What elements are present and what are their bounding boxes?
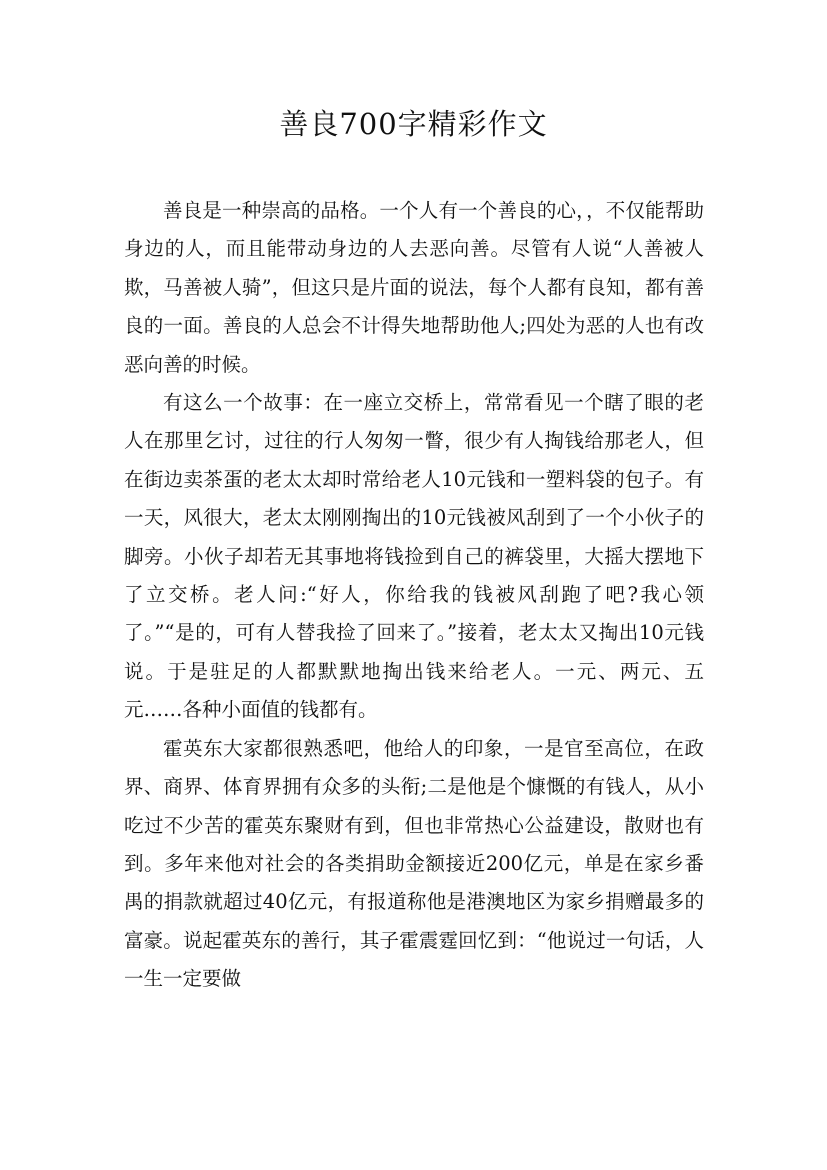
document-title: 善良700字精彩作文: [279, 107, 548, 141]
paragraph-3: 霍英东大家都很熟悉吧，他给人的印象，一是官至高位，在政界、商界、体育界拥有众多的头衔;二是他是个慷慨的有钱人，从小吃过不少苦的霍英东聚财有到，但也非常热心公益建设，散财也有到。多年来他对社会的各类捐助金额接近200亿元，单是在家乡番禺的捐款就超过40亿元，有报道称他是港澳地区为家乡捐赠最多的富豪。说起霍英东的善行，其子霍震霆回忆到：“他说过一句话，人一生一定要做: [124, 736, 704, 991]
paragraph-2: 有这么一个故事：在一座立交桥上，常常看见一个瞎了眼的老人在那里乞讨，过往的行人匆匆一瞥，很少有人掏钱给那老人，但在街边卖茶蛋的老太太却时常给老人10元钱和一塑料袋的包子。有一天，风很大，老太太刚刚掏出的10元钱被风刮到了一个小伙子的脚旁。小伙子却若无其事地将钱捡到自己的裤袋里，大摇大摆地下了立交桥。老人问:“好人，你给我的钱被风刮跑了吧?我心领了。”“是的，可有人替我捡了回来了。”接着，老太太又掏出10元钱说。于是驻足的人都默默地掏出钱来给老人。一元、两元、五元……各种小面值的钱都有。: [124, 391, 704, 722]
paragraph-1: 善良是一种崇高的品格。一个人有一个善良的心，，不仅能帮助身边的人，而且能带动身边的人去恶向善。尽管有人说“人善被人欺，马善被人骑”，但这只是片面的说法，每个人都有良知，都有善良的一面。善良的人总会不计得失地帮助他人;四处为恶的人也有改恶向善的时候。: [124, 199, 704, 376]
document-body: [124, 192, 704, 999]
